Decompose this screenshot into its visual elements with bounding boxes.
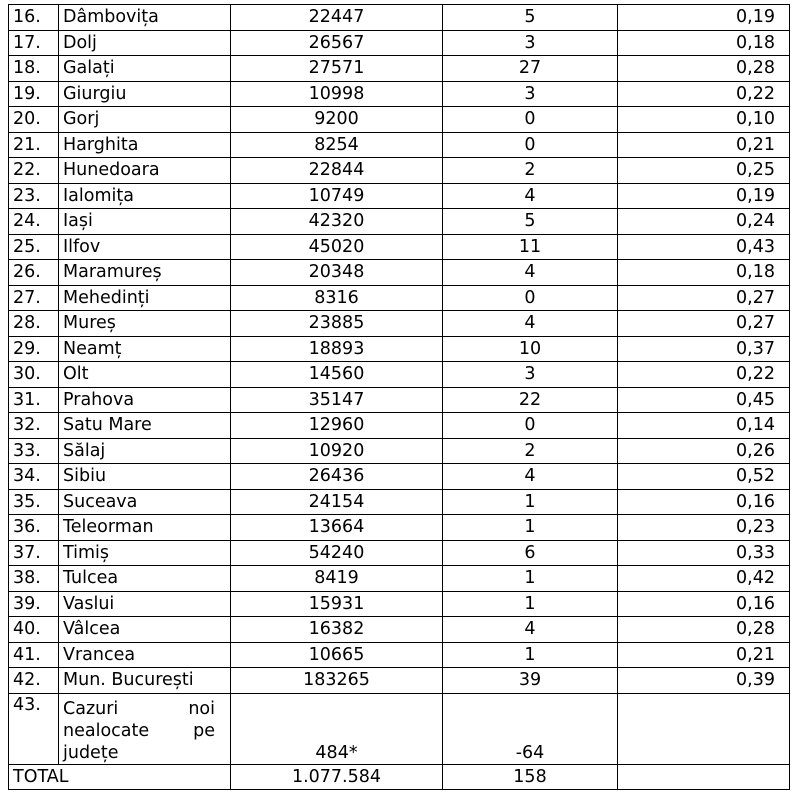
- row-number: 37.: [9, 540, 59, 566]
- row-rate: 0,22: [618, 362, 790, 388]
- row-number: 23.: [9, 183, 59, 209]
- row-cases: 0: [443, 107, 618, 133]
- table-row: [9, 56, 790, 82]
- row-population: 54240: [231, 540, 443, 566]
- row-county: Dâmbovița: [59, 5, 231, 31]
- row-rate: 0,21: [618, 642, 790, 668]
- row-rate: 0,23: [618, 515, 790, 541]
- row-cases: 1: [443, 515, 618, 541]
- row-rate: 0,21: [618, 132, 790, 158]
- row-number: 22.: [9, 158, 59, 184]
- row-number: 27.: [9, 285, 59, 311]
- row-number: 35.: [9, 489, 59, 515]
- table-row: [9, 566, 790, 592]
- row-number: 17.: [9, 30, 59, 56]
- row-population: 20348: [231, 260, 443, 286]
- row-population: 18893: [231, 336, 443, 362]
- row-county: Mureș: [59, 311, 231, 337]
- row-number: 24.: [9, 209, 59, 235]
- total-label: TOTAL: [9, 764, 231, 789]
- table-row: [9, 107, 790, 133]
- row-cases: 2: [443, 158, 618, 184]
- row-rate: 0,18: [618, 30, 790, 56]
- table-row: [9, 591, 790, 617]
- row-cases: 4: [443, 311, 618, 337]
- row-cases: 4: [443, 260, 618, 286]
- table-row: [9, 336, 790, 362]
- row-number: 28.: [9, 311, 59, 337]
- row-population: 8316: [231, 285, 443, 311]
- row-population: 9200: [231, 107, 443, 133]
- row-cases: 0: [443, 285, 618, 311]
- row-rate: 0,16: [618, 591, 790, 617]
- row-rate: 0,43: [618, 234, 790, 260]
- row-population: 26567: [231, 30, 443, 56]
- row-rate: 0,19: [618, 5, 790, 31]
- row-county: Mun. București: [59, 668, 231, 694]
- row-population: 12960: [231, 413, 443, 439]
- row-number: 30.: [9, 362, 59, 388]
- row-rate: 0,37: [618, 336, 790, 362]
- row-county: Sibiu: [59, 464, 231, 490]
- row-county: Vâlcea: [59, 617, 231, 643]
- table-row: [9, 81, 790, 107]
- row-cases: 5: [443, 209, 618, 235]
- row-population: 35147: [231, 387, 443, 413]
- row-cases: 6: [443, 540, 618, 566]
- row-population: 16382: [231, 617, 443, 643]
- table-row-total: [9, 764, 790, 789]
- row-rate: 0,16: [618, 489, 790, 515]
- row-population: 183265: [231, 668, 443, 694]
- row-number: 33.: [9, 438, 59, 464]
- row-cases: -64: [443, 693, 618, 764]
- row-population: 22844: [231, 158, 443, 184]
- row-rate: 0,52: [618, 464, 790, 490]
- row-rate: 0,27: [618, 285, 790, 311]
- row-cases: 4: [443, 617, 618, 643]
- row-number: 43.: [9, 693, 59, 764]
- total-cases: 158: [443, 764, 618, 789]
- row-cases: 3: [443, 30, 618, 56]
- row-county: Ilfov: [59, 234, 231, 260]
- row-number: 31.: [9, 387, 59, 413]
- row-number: 42.: [9, 668, 59, 694]
- row-cases: 1: [443, 591, 618, 617]
- row-population: 23885: [231, 311, 443, 337]
- row-rate: 0,10: [618, 107, 790, 133]
- row-county: [59, 693, 231, 764]
- table-row-unallocated: [9, 693, 790, 764]
- table-row: [9, 362, 790, 388]
- row-county: Vrancea: [59, 642, 231, 668]
- row-county: Galați: [59, 56, 231, 82]
- row-population: 14560: [231, 362, 443, 388]
- row-rate: 0,18: [618, 260, 790, 286]
- table-row: [9, 642, 790, 668]
- row-cases: 0: [443, 132, 618, 158]
- row-cases: 3: [443, 81, 618, 107]
- row-population: 10998: [231, 81, 443, 107]
- table-row: [9, 234, 790, 260]
- row-rate: 0,39: [618, 668, 790, 694]
- row-rate: 0,42: [618, 566, 790, 592]
- row-county: Sălaj: [59, 438, 231, 464]
- row-cases: 1: [443, 642, 618, 668]
- row-population: 10665: [231, 642, 443, 668]
- table-row: [9, 158, 790, 184]
- row-county: Neamț: [59, 336, 231, 362]
- row-number: 41.: [9, 642, 59, 668]
- row-cases: 39: [443, 668, 618, 694]
- unallocated-label-line-1: Cazuri noi: [63, 698, 215, 719]
- row-cases: 3: [443, 362, 618, 388]
- row-rate: 0,22: [618, 81, 790, 107]
- row-county: Olt: [59, 362, 231, 388]
- row-population: 8254: [231, 132, 443, 158]
- row-population: 22447: [231, 5, 443, 31]
- row-cases: 1: [443, 489, 618, 515]
- row-county: Maramureș: [59, 260, 231, 286]
- table-body: [9, 5, 790, 694]
- row-number: 19.: [9, 81, 59, 107]
- row-rate: 0,27: [618, 311, 790, 337]
- row-number: 29.: [9, 336, 59, 362]
- row-number: 40.: [9, 617, 59, 643]
- row-number: 26.: [9, 260, 59, 286]
- table-row: [9, 438, 790, 464]
- table-row: [9, 260, 790, 286]
- row-number: 34.: [9, 464, 59, 490]
- row-rate: [618, 693, 790, 764]
- row-rate: 0,28: [618, 56, 790, 82]
- row-county: Hunedoara: [59, 158, 231, 184]
- row-rate: 0,45: [618, 387, 790, 413]
- row-number: 21.: [9, 132, 59, 158]
- row-number: 20.: [9, 107, 59, 133]
- row-population: 484*: [231, 693, 443, 764]
- row-cases: 27: [443, 56, 618, 82]
- row-number: 16.: [9, 5, 59, 31]
- row-population: 8419: [231, 566, 443, 592]
- table-row: [9, 285, 790, 311]
- row-county: Vaslui: [59, 591, 231, 617]
- row-county: Gorj: [59, 107, 231, 133]
- unallocated-label-line-2: nealocate pe: [63, 720, 215, 741]
- row-population: 42320: [231, 209, 443, 235]
- row-rate: 0,26: [618, 438, 790, 464]
- table-row: [9, 387, 790, 413]
- row-population: 10749: [231, 183, 443, 209]
- table-row: [9, 464, 790, 490]
- row-rate: 0,14: [618, 413, 790, 439]
- row-county: Giurgiu: [59, 81, 231, 107]
- row-rate: 0,25: [618, 158, 790, 184]
- row-population: 15931: [231, 591, 443, 617]
- row-cases: 2: [443, 438, 618, 464]
- row-rate: 0,33: [618, 540, 790, 566]
- row-number: 38.: [9, 566, 59, 592]
- table-row: [9, 540, 790, 566]
- row-county: Tulcea: [59, 566, 231, 592]
- row-county: Prahova: [59, 387, 231, 413]
- row-cases: 4: [443, 464, 618, 490]
- total-population: 1.077.584: [231, 764, 443, 789]
- table-row: [9, 30, 790, 56]
- table-row: [9, 5, 790, 31]
- row-county: Mehedinți: [59, 285, 231, 311]
- row-number: 25.: [9, 234, 59, 260]
- row-cases: 5: [443, 5, 618, 31]
- row-rate: 0,24: [618, 209, 790, 235]
- row-county: Suceava: [59, 489, 231, 515]
- row-population: 45020: [231, 234, 443, 260]
- row-population: 10920: [231, 438, 443, 464]
- row-county: Dolj: [59, 30, 231, 56]
- row-county: Ialomița: [59, 183, 231, 209]
- table-row: [9, 132, 790, 158]
- row-cases: 10: [443, 336, 618, 362]
- row-cases: 0: [443, 413, 618, 439]
- table-row: [9, 183, 790, 209]
- table-row: [9, 413, 790, 439]
- row-population: 24154: [231, 489, 443, 515]
- row-rate: 0,19: [618, 183, 790, 209]
- row-number: 36.: [9, 515, 59, 541]
- row-rate: 0,28: [618, 617, 790, 643]
- table-row: [9, 311, 790, 337]
- row-county: Iași: [59, 209, 231, 235]
- row-county: Satu Mare: [59, 413, 231, 439]
- row-number: 18.: [9, 56, 59, 82]
- row-cases: 1: [443, 566, 618, 592]
- row-number: 32.: [9, 413, 59, 439]
- row-cases: 4: [443, 183, 618, 209]
- row-cases: 11: [443, 234, 618, 260]
- table-row: [9, 489, 790, 515]
- total-rate: [618, 764, 790, 789]
- table-footer: [9, 693, 790, 789]
- table-row: [9, 515, 790, 541]
- row-county: Timiș: [59, 540, 231, 566]
- row-population: 26436: [231, 464, 443, 490]
- row-county: Harghita: [59, 132, 231, 158]
- county-cases-table: [8, 4, 790, 790]
- row-number: 39.: [9, 591, 59, 617]
- row-population: 27571: [231, 56, 443, 82]
- row-county: Teleorman: [59, 515, 231, 541]
- table-row: [9, 209, 790, 235]
- table-row: [9, 617, 790, 643]
- unallocated-label-line-3: județe: [63, 742, 119, 763]
- row-population: 13664: [231, 515, 443, 541]
- row-cases: 22: [443, 387, 618, 413]
- table-row: [9, 668, 790, 694]
